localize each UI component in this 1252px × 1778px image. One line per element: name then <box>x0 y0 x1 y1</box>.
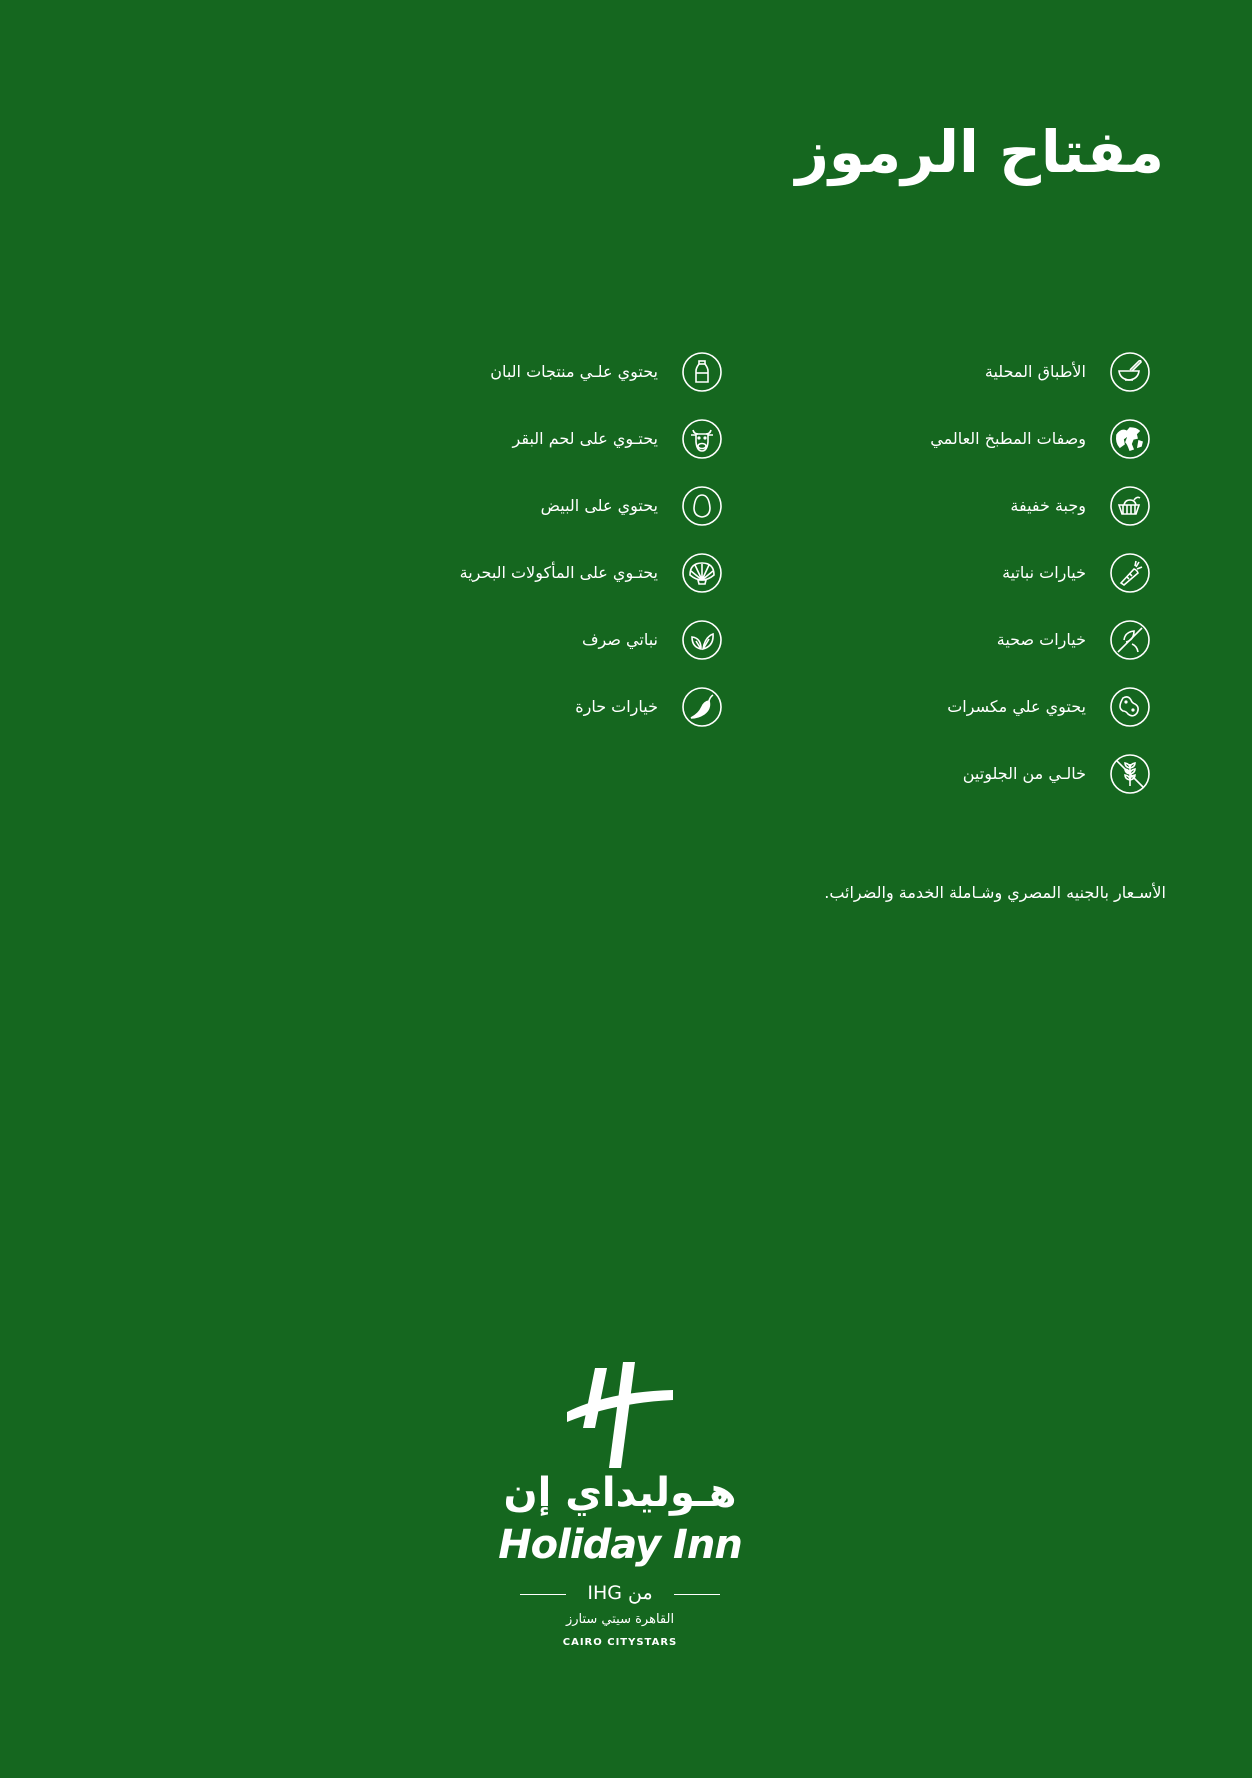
gluten-free-wheat-icon <box>1110 754 1150 794</box>
legend-column-right <box>650 352 1150 821</box>
page-title: مفتاح الرموز <box>795 118 1164 186</box>
healthy-leaf-icon <box>1110 620 1150 660</box>
legend-item <box>650 754 1150 794</box>
legend-label: وصفات المطبخ العالمي <box>930 429 1086 448</box>
vegan-leaves-icon <box>682 620 722 660</box>
legend-label: يحتوي على البيض <box>540 496 658 515</box>
legend-label: يحتوي علي مكسرات <box>947 697 1086 716</box>
legend-item <box>222 486 722 526</box>
legend-item <box>650 553 1150 593</box>
cow-head-icon <box>682 419 722 459</box>
legend-item <box>222 352 722 392</box>
legend-item <box>222 419 722 459</box>
globe-icon <box>1110 419 1150 459</box>
legend-label: خيارات نباتية <box>1002 563 1086 582</box>
milk-bottle-icon <box>682 352 722 392</box>
legend-label: يحتوي علـي منتجات البان <box>490 362 658 381</box>
location-english: CAIRO CITYSTARS <box>562 1637 678 1648</box>
mortar-pestle-icon <box>1110 352 1150 392</box>
snack-basket-icon <box>1110 486 1150 526</box>
legend-label: خيارات صحية <box>996 630 1086 649</box>
legend-label: الأطباق المحلية <box>984 362 1086 381</box>
holiday-inn-h-mark-icon <box>565 1360 675 1470</box>
peanut-icon <box>1110 687 1150 727</box>
legend-label: خيارات حارة <box>575 697 658 716</box>
carrot-icon <box>1110 553 1150 593</box>
divider <box>674 1594 720 1595</box>
legend-label: نباتي صرف <box>581 630 658 649</box>
legend-item <box>222 687 722 727</box>
legend-item <box>650 352 1150 392</box>
legend-label: يحتـوي على لحم البقر <box>512 429 658 448</box>
brand-name-arabic: هـوليداي إن <box>503 1470 737 1516</box>
legend-label: خالـي من الجلوتين <box>962 764 1086 783</box>
legend-item <box>222 620 722 660</box>
egg-icon <box>682 486 722 526</box>
legend-item <box>222 553 722 593</box>
shell-icon <box>682 553 722 593</box>
location-arabic: القاهرة سيتي ستارز <box>565 1612 675 1627</box>
ihg-brand-row <box>520 1582 720 1606</box>
ihg-brand: من IHG <box>587 1582 653 1604</box>
legend-label: وجبة خفيفة <box>1010 496 1086 515</box>
price-note: الأسـعار بالجنيه المصري وشـاملة الخدمة والضرائب. <box>824 883 1166 902</box>
legend-item <box>650 486 1150 526</box>
legend-item <box>650 419 1150 459</box>
brand-name-english: Holiday Inn <box>498 1522 742 1568</box>
legend-label: يحتـوي على المأكولات البحرية <box>459 563 658 582</box>
chili-pepper-icon <box>682 687 722 727</box>
legend-item <box>650 620 1150 660</box>
legend-item <box>650 687 1150 727</box>
legend-column-left <box>222 352 722 754</box>
